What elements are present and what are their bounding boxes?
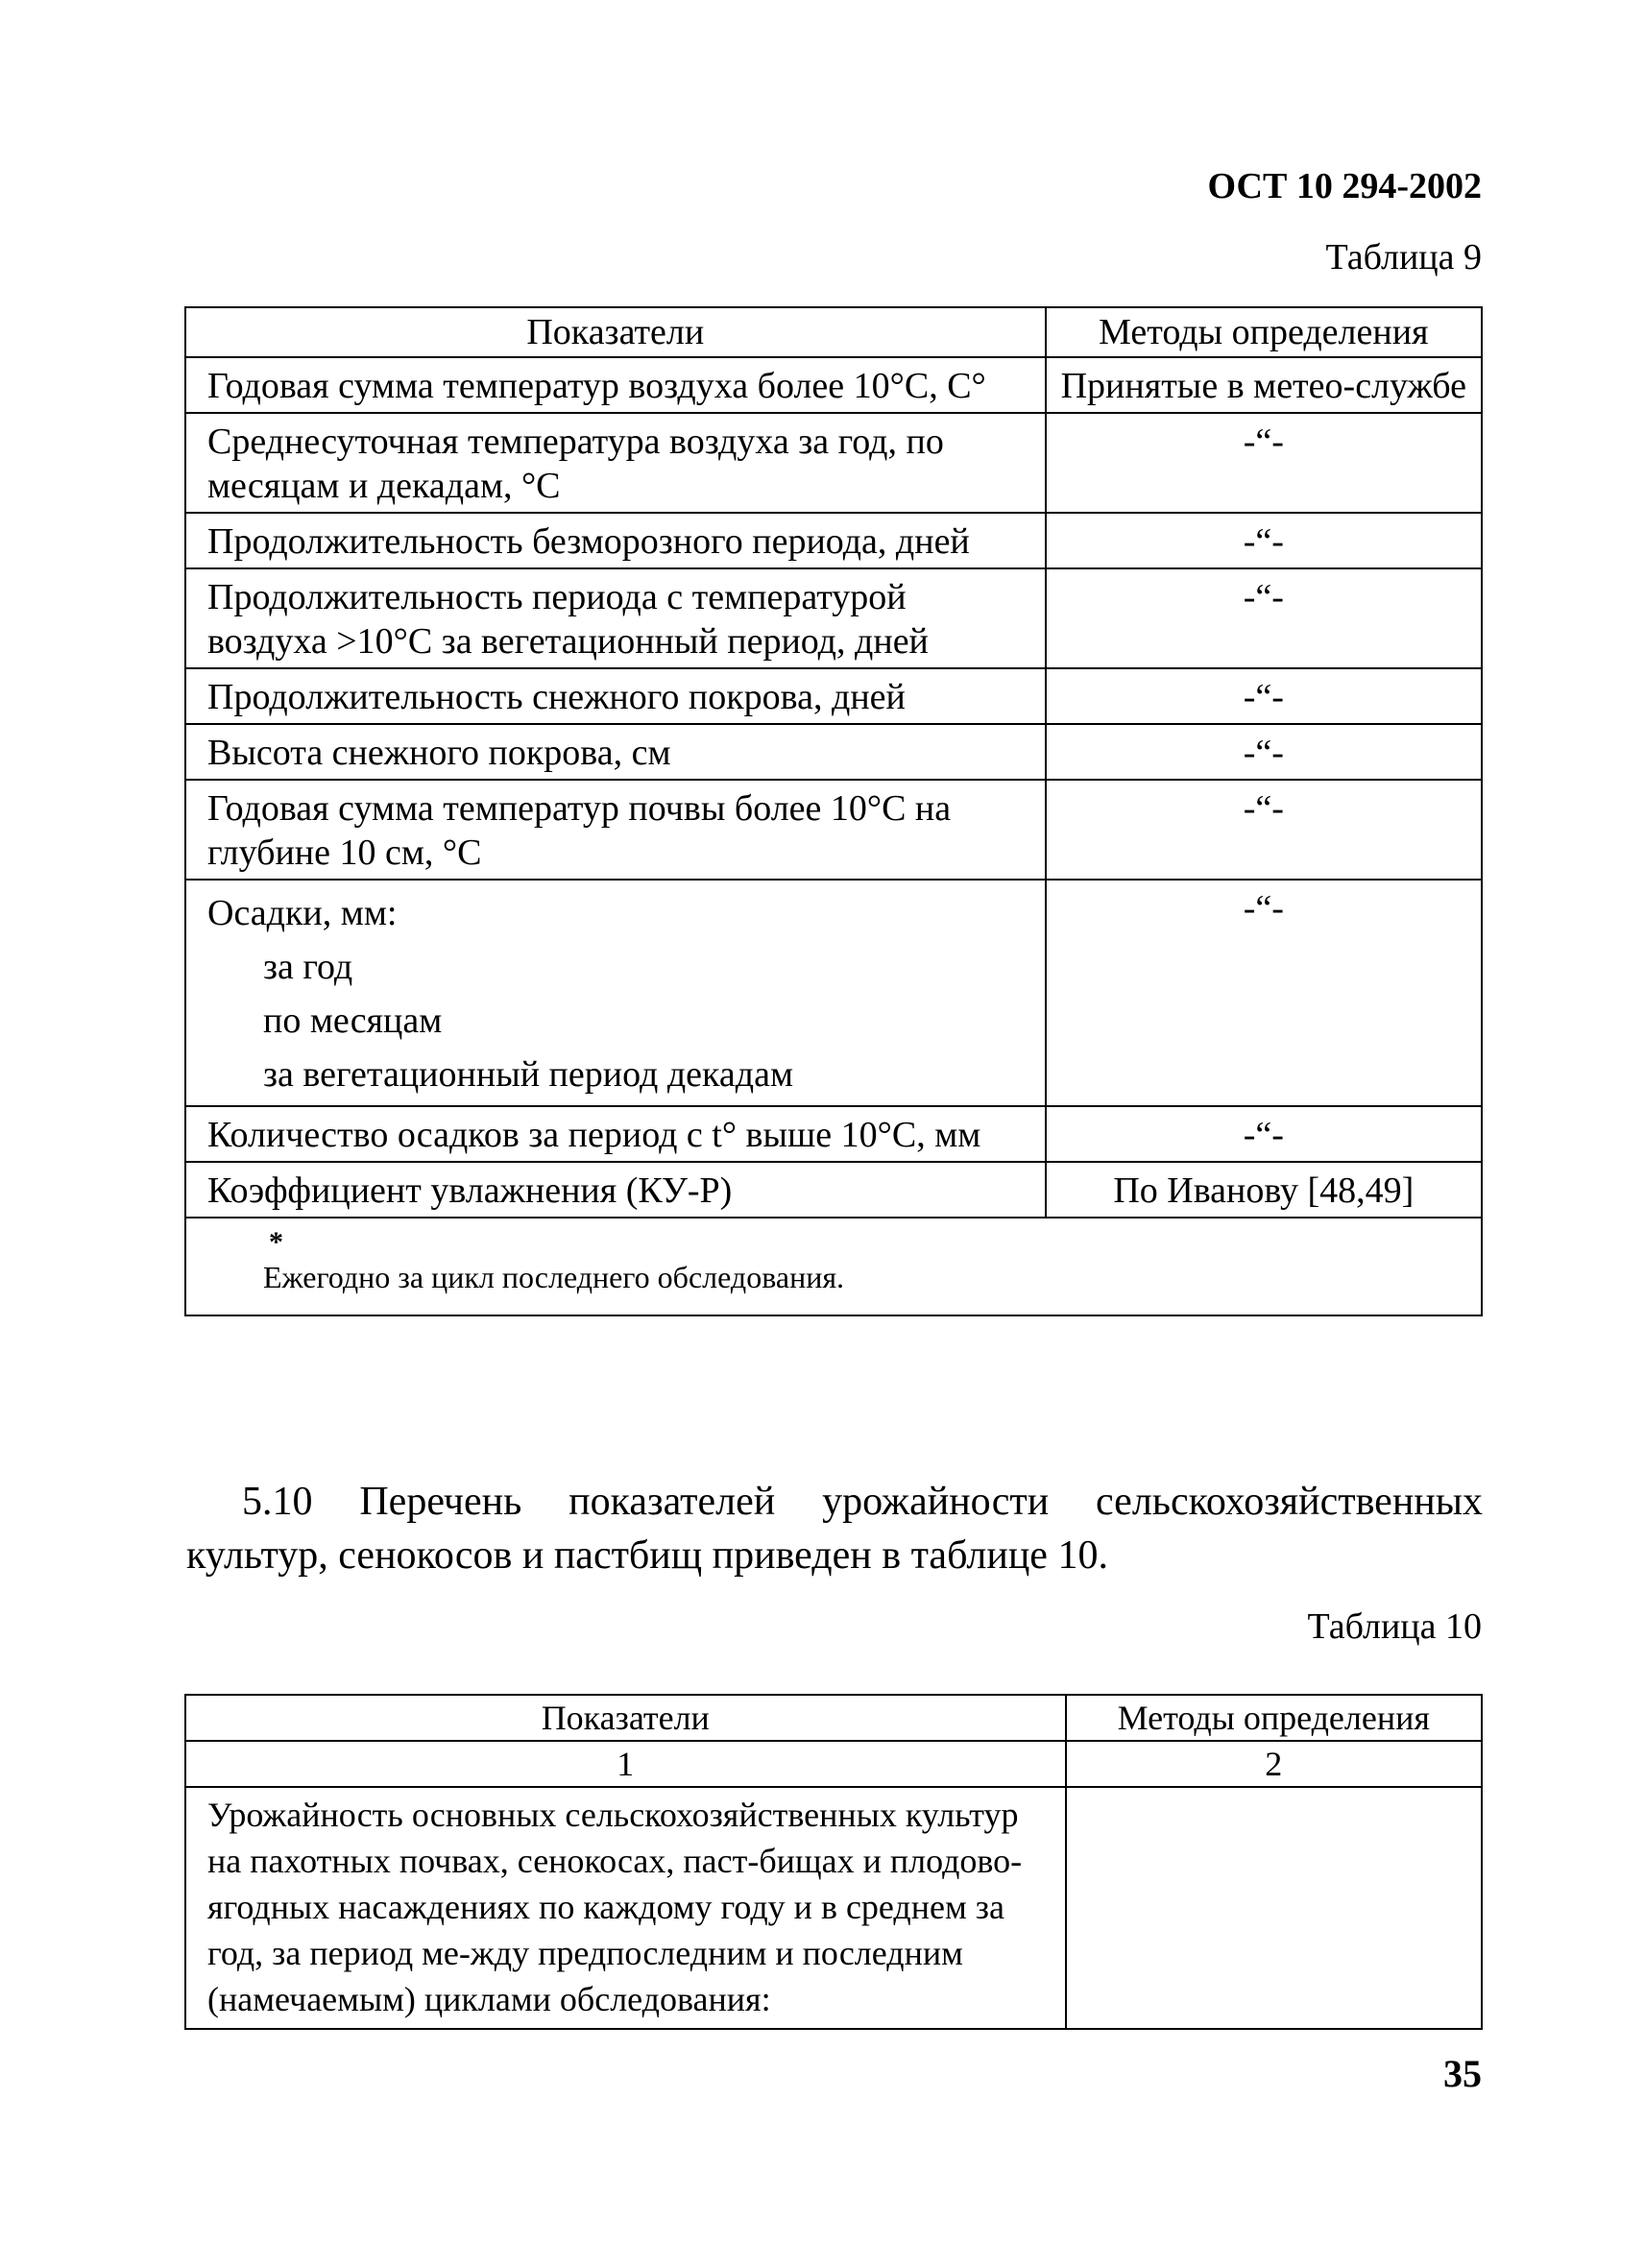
footnote-cell <box>185 1218 1482 1315</box>
table-row <box>185 413 1482 513</box>
footnote-text: Ежегодно за цикл последнего обследования. <box>263 1260 845 1294</box>
page-number: 35 <box>1443 2052 1482 2095</box>
table-row <box>185 880 1482 1106</box>
indicator-cell: Среднесуточная температура воздуха за год, по месяцам и декадам, °С <box>185 413 1046 513</box>
footnote-row <box>185 1218 1482 1315</box>
method-cell: -“- <box>1046 668 1482 724</box>
indicator-cell: Годовая сумма температур почвы более 10°С на глубине 10 см, °С <box>185 780 1046 880</box>
indicator-cell: Продолжительность безморозного периода, дней <box>185 513 1046 568</box>
table-10-label: Таблица 10 <box>1307 1606 1482 1647</box>
method-cell: Принятые в метео-службе <box>1046 357 1482 413</box>
table-row <box>185 1162 1482 1218</box>
column-number: 2 <box>1066 1741 1482 1787</box>
indicator-cell: Урожайность основных сельскохозяйственных культур на пахотных почвах, сенокосах, паст-бищах и плодово-ягодных насаждениях по каждому году и в среднем за год, за период ме-жду предпоследним и последним (намечаемым) циклами обследования: <box>185 1787 1066 2029</box>
method-cell: -“- <box>1046 780 1482 880</box>
column-number: 1 <box>185 1741 1066 1787</box>
section-paragraph <box>186 1475 1483 1582</box>
indicator-cell: Коэффициент увлажнения (КУ-Р) <box>185 1162 1046 1218</box>
method-cell <box>1066 1787 1482 2029</box>
table-row <box>185 513 1482 568</box>
precipitation-label: Осадки, мм: <box>207 893 398 933</box>
table-row <box>185 1106 1482 1162</box>
table-9-label: Таблица 9 <box>1325 237 1482 277</box>
paragraph-text: 5.10 Перечень показателей урожайности сельскохозяйственных культур, сенокосов и пастбищ приведен в таблице 10. <box>186 1480 1483 1578</box>
document-code: ОСТ 10 294-2002 <box>1207 166 1482 206</box>
table-row <box>185 1787 1482 2029</box>
column-header-methods: Методы определения <box>1066 1695 1482 1741</box>
method-cell: -“- <box>1046 724 1482 780</box>
method-cell: -“- <box>1046 880 1482 1106</box>
indicator-cell <box>185 880 1046 1106</box>
table-header-row <box>185 307 1482 357</box>
indicator-cell: Высота снежного покрова, см <box>185 724 1046 780</box>
table-9 <box>184 306 1483 1316</box>
indicator-cell: Годовая сумма температур воздуха более 10°С, С° <box>185 357 1046 413</box>
table-row <box>185 357 1482 413</box>
indicator-cell: Продолжительность периода с температурой воздуха >10°С за вегетационный период, дней <box>185 568 1046 668</box>
column-header-indicators: Показатели <box>185 307 1046 357</box>
sub-item: за вегетационный период декадам <box>263 1054 794 1095</box>
sub-item: по месяцам <box>263 1001 443 1041</box>
indicator-cell: Количество осадков за период с t° выше 10°С, мм <box>185 1106 1046 1162</box>
method-cell: -“- <box>1046 568 1482 668</box>
column-header-indicators: Показатели <box>185 1695 1066 1741</box>
footnote-mark: * <box>269 1226 283 1258</box>
table-header-row <box>185 1695 1482 1741</box>
table-row <box>185 568 1482 668</box>
table-10 <box>184 1694 1483 2030</box>
method-cell: -“- <box>1046 1106 1482 1162</box>
table-row <box>185 780 1482 880</box>
column-number-row <box>185 1741 1482 1787</box>
sub-item: за год <box>263 947 353 987</box>
method-cell: -“- <box>1046 513 1482 568</box>
method-cell: -“- <box>1046 413 1482 513</box>
table-row <box>185 668 1482 724</box>
table-row <box>185 724 1482 780</box>
column-header-methods: Методы определения <box>1046 307 1482 357</box>
indicator-cell: Продолжительность снежного покрова, дней <box>185 668 1046 724</box>
method-cell: По Иванову [48,49] <box>1046 1162 1482 1218</box>
